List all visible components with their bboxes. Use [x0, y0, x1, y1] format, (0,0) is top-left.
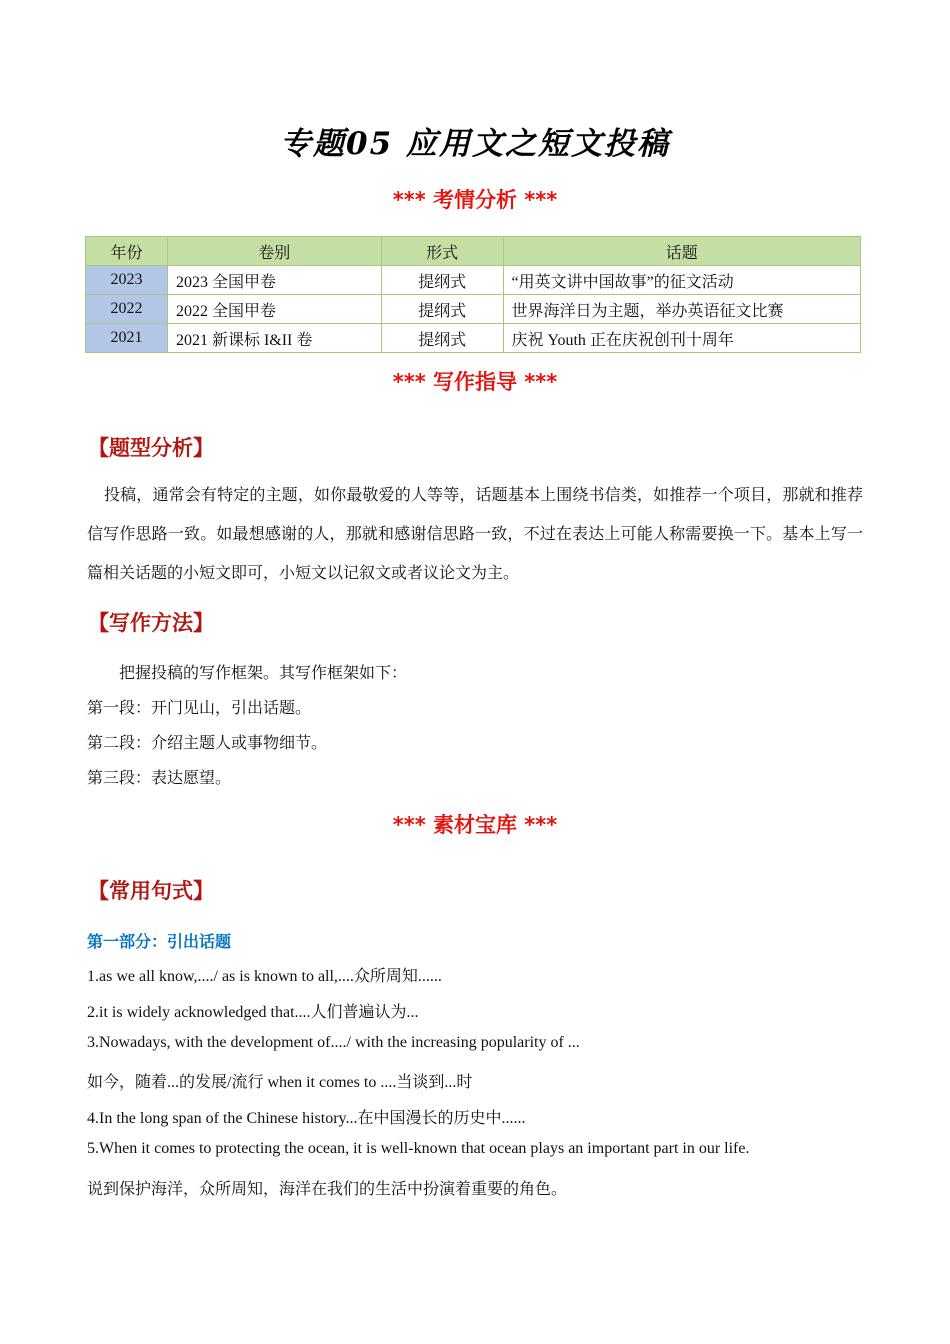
table-row: [86, 295, 861, 324]
sentence-line: 2.it is widely acknowledged that....人们普遍认为...: [87, 1004, 419, 1021]
table-cell-year: 2023: [86, 266, 168, 295]
table-header-paper: 卷别: [167, 237, 381, 266]
sentence-line: 4.In the long span of the Chinese history...在中国漫长的历史中......: [87, 1110, 526, 1127]
sentence-line: 1.as we all know,..../ as is known to all,....众所周知......: [87, 968, 442, 985]
part-one-heading: 第一部分：引出话题: [87, 932, 232, 951]
sentence-line: 如今，随着...的发展/流行 when it comes to ....当谈到...时: [87, 1074, 473, 1091]
table-cell-year: 2022: [86, 295, 168, 324]
sentence-line: 3.Nowadays, with the development of..../ with the increasing popularity of ...: [87, 1034, 580, 1051]
table-cell-topic: “用英文讲中国故事”的征文活动: [503, 266, 861, 295]
section-heading-material: *** 素材宝库 ***: [392, 813, 558, 837]
exam-analysis-table: [85, 236, 861, 353]
section-heading-guide: *** 写作指导 ***: [392, 370, 558, 394]
table-cell-form: 提纲式: [381, 295, 503, 324]
heading-common-sentences: 【常用句式】: [88, 879, 214, 903]
table-cell-paper: 2022 全国甲卷: [167, 295, 381, 324]
method-intro: 把握投稿的写作框架。其写作框架如下：: [119, 665, 408, 682]
method-step: 第三段：表达愿望。: [87, 770, 232, 787]
heading-writing-method: 【写作方法】: [88, 611, 214, 635]
table-header-topic: 话题: [503, 237, 861, 266]
table-cell-topic: 世界海洋日为主题，举办英语征文比赛: [503, 295, 861, 324]
heading-type-analysis: 【题型分析】: [88, 436, 214, 460]
table-cell-paper: 2023 全国甲卷: [167, 266, 381, 295]
table-header-form: 形式: [381, 237, 503, 266]
table-row: [86, 324, 861, 353]
table-cell-paper: 2021 新课标 I&II 卷: [167, 324, 381, 353]
table-cell-topic: 庆祝 Youth 正在庆祝创刊十周年: [503, 324, 861, 353]
table-cell-year: 2021: [86, 324, 168, 353]
table-cell-form: 提纲式: [381, 266, 503, 295]
table-header-row: [86, 237, 861, 266]
method-step: 第二段：介绍主题人或事物细节。: [87, 735, 328, 752]
sentence-line: 5.When it comes to protecting the ocean, it is well-known that ocean plays an important part in our life.: [87, 1140, 750, 1157]
table-header-year: 年份: [86, 237, 168, 266]
type-analysis-paragraph: 投稿，通常会有特定的主题，如你最敬爱的人等等，话题基本上围绕书信类，如推荐一个项目，那就和推荐信写作思路一致。如最想感谢的人，那就和感谢信思路一致，不过在表达上可能人称需要换一下。基本上写一篇相关话题的小短文即可，小短文以记叙文或者议论文为主。: [87, 487, 863, 582]
table-row: [86, 266, 861, 295]
method-step: 第一段：开门见山，引出话题。: [87, 700, 312, 717]
section-heading-analysis: *** 考情分析 ***: [392, 188, 558, 212]
table-cell-form: 提纲式: [381, 324, 503, 353]
sentence-line: 说到保护海洋，众所周知，海洋在我们的生活中扮演着重要的角色。: [87, 1181, 568, 1198]
page-title: 专题05 应用文之短文投稿: [280, 126, 670, 162]
